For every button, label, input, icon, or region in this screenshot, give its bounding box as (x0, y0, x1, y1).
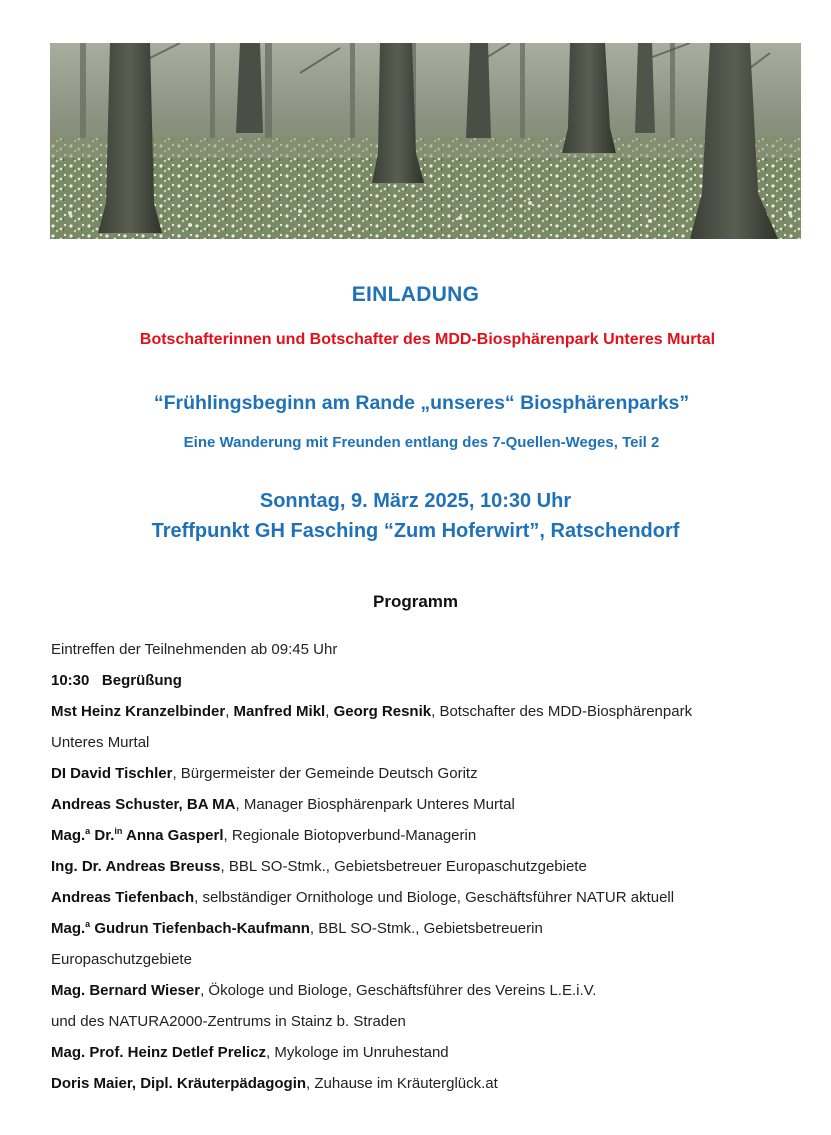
speaker-name: Georg Resnik (333, 703, 432, 720)
speaker-role: BBL SO-Stmk., Gebietsbetreuerin (318, 920, 543, 937)
invitation-title: EINLADUNG (351, 283, 480, 306)
forest-photo (50, 43, 801, 239)
speaker-role: Regionale Biotopverbund-Managerin (231, 827, 477, 844)
speaker-role: und des NATURA2000-Zentrums in Stainz b. Straden (51, 1013, 406, 1030)
speaker-row: Andreas Tiefenbach, selbständiger Ornithologe und Biologe, Geschäftsführer NATUR aktuell (51, 889, 675, 906)
speaker-name: DI David Tischler (51, 765, 173, 782)
speaker-role: Manager Biosphärenpark Unteres Murtal (243, 796, 515, 813)
speaker-role: Mykologe im Unruhestand (274, 1044, 449, 1061)
arrival-text: Eintreffen der Teilnehmenden ab 09:45 Uhr (51, 641, 338, 658)
speaker-role: Europaschutzgebiete (51, 951, 192, 968)
speaker-row-continuation (51, 944, 811, 975)
speaker-name: Mag. Prof. Heinz Detlef Prelicz (51, 1044, 267, 1061)
speaker-row: Mag. Bernard Wieser, Ökologe und Biologe, Geschäftsführer des Vereins L.E.i.V. (51, 982, 597, 999)
ambassadors-subtitle: Botschafterinnen und Botschafter des MDD-Biosphärenpark Unteres Murtal (139, 331, 716, 348)
welcome-line (51, 665, 811, 696)
speaker-name: Mag.$^a$ Dr.$^{in}$ Anna Gasperl (51, 826, 224, 844)
speaker-row-continuation (51, 1006, 811, 1037)
meeting-point: Treffpunkt GH Fasching “Zum Hoferwirt”, Ratschendorf (151, 520, 680, 542)
event-subtitle: Eine Wanderung mit Freunden entlang des 7-Quellen-Weges, Teil 2 (183, 434, 660, 451)
welcome-label: Begrüßung (101, 672, 182, 689)
speaker-row: Mag.$^a$ Gudrun Tiefenbach-Kaufmann, BBL SO-Stmk., Gebietsbetreuerin (51, 919, 543, 937)
speaker-name: Andreas Schuster, BA MA (51, 796, 236, 813)
speaker-row: DI David Tischler, Bürgermeister der Gemeinde Deutsch Goritz (51, 765, 478, 782)
speaker-row: Doris Maier, Dipl. Kräuterpädagogin, Zuhause im Kräuterglück.at (51, 1075, 498, 1092)
speaker-row: Andreas Schuster, BA MA, Manager Biosphärenpark Unteres Murtal (51, 796, 515, 813)
speaker-row: Mst Heinz Kranzelbinder, Manfred Mikl, Georg Resnik, Botschafter des MDD-Biosphärenpark (51, 703, 693, 720)
program-heading: Programm (372, 592, 459, 611)
speaker-role: BBL SO-Stmk., Gebietsbetreuer Europaschutzgebiete (228, 858, 587, 875)
speaker-name: Andreas Tiefenbach (51, 889, 195, 906)
speaker-role: selbständiger Ornithologe und Biologe, Geschäftsführer NATUR aktuell (202, 889, 675, 906)
speaker-name: Mst Heinz Kranzelbinder (51, 703, 226, 720)
speaker-role: Bürgermeister der Gemeinde Deutsch Goritz (180, 765, 478, 782)
speaker-role: Ökologe und Biologe, Geschäftsführer des Vereins L.E.i.V. (208, 982, 597, 999)
event-date-time: Sonntag, 9. März 2025, 10:30 Uhr (259, 490, 572, 512)
speaker-row: Ing. Dr. Andreas Breuss, BBL SO-Stmk., Gebietsbetreuer Europaschutzgebiete (51, 858, 587, 875)
speaker-role: Unteres Murtal (51, 734, 150, 751)
speaker-role: Botschafter des MDD-Biosphärenpark (439, 703, 693, 720)
hero-image (50, 43, 801, 239)
arrival-line (51, 634, 811, 665)
event-title: “Frühlingsbeginn am Rande „unseres“ Biosphärenparks” (153, 392, 690, 414)
speaker-name: Mag. Bernard Wieser (51, 982, 201, 999)
speaker-name: Mag.$^a$ Gudrun Tiefenbach-Kaufmann (51, 919, 310, 937)
welcome-time: 10:30 (51, 672, 90, 689)
speaker-row-continuation (51, 727, 811, 758)
speaker-role: Zuhause im Kräuterglück.at (314, 1075, 498, 1092)
speaker-row: Mag. Prof. Heinz Detlef Prelicz, Mykologe im Unruhestand (51, 1044, 449, 1061)
speaker-row: Mag.$^a$ Dr.$^{in}$ Anna Gasperl, Regionale Biotopverbund-Managerin (51, 826, 477, 844)
speaker-name: Manfred Mikl (233, 703, 326, 720)
program-list (51, 634, 811, 1099)
speaker-name: Ing. Dr. Andreas Breuss (51, 858, 221, 875)
speaker-name: Doris Maier, Dipl. Kräuterpädagogin (51, 1075, 307, 1092)
